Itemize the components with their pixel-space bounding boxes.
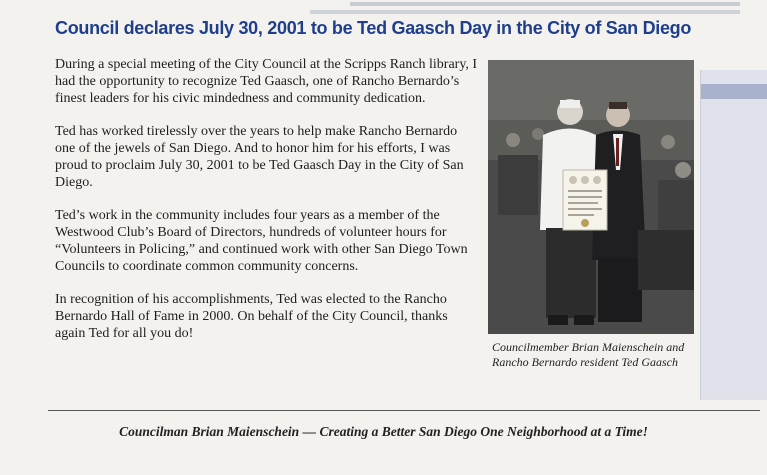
article-paragraph: During a special meeting of the City Council at the Scripps Ranch library, I had the opportunity to recognize Ted Gaasch, one of Rancho Bernardo’s finest leaders for his civic mindedness and community dedication. [55, 57, 478, 106]
article-body [55, 56, 480, 358]
bleed-through-text [110, 0, 750, 18]
article-headline: Council declares July 30, 2001 to be Ted Gaasch Day in the City of San Diego [55, 18, 692, 38]
article-paragraph: Ted’s work in the community includes four years as a member of the Westwood Club’s Board of Directors, hundreds of volunteer hours for “Volunteers in Policing,” and continued work with other San Diego Town Councils to coordinate common community concerns. [55, 208, 468, 274]
adjacent-column-line [701, 127, 767, 137]
adjacent-column-line [701, 165, 767, 175]
article-photo [488, 60, 694, 334]
footer-slogan: Councilman Brian Maienschein — Creating a Better San Diego One Neighborhood at a Time! [119, 424, 648, 439]
photo-illustration [488, 60, 694, 334]
article-paragraph: In recognition of his accomplishments, Ted was elected to the Rancho Bernardo Hall of Fame in 2000. On behalf of the City Council, thanks again Ted for all you do! [55, 292, 448, 341]
photo-caption: Councilmember Brian Maienschein and Rancho Bernardo resident Ted Gaasch [492, 340, 685, 369]
adjacent-column-header [701, 84, 767, 99]
bleed-through-lines [110, 0, 750, 18]
footer-divider [48, 410, 760, 411]
article-paragraph: Ted has worked tirelessly over the years to help make Rancho Bernardo one of the jewels of San Diego. And to honor him for his efforts, I was proud to proclaim July 30, 2001 to be Ted Gaasch Day in the City of San Diego. [55, 124, 464, 190]
adjacent-column-bleed [700, 70, 767, 400]
adjacent-column-line [701, 203, 767, 213]
